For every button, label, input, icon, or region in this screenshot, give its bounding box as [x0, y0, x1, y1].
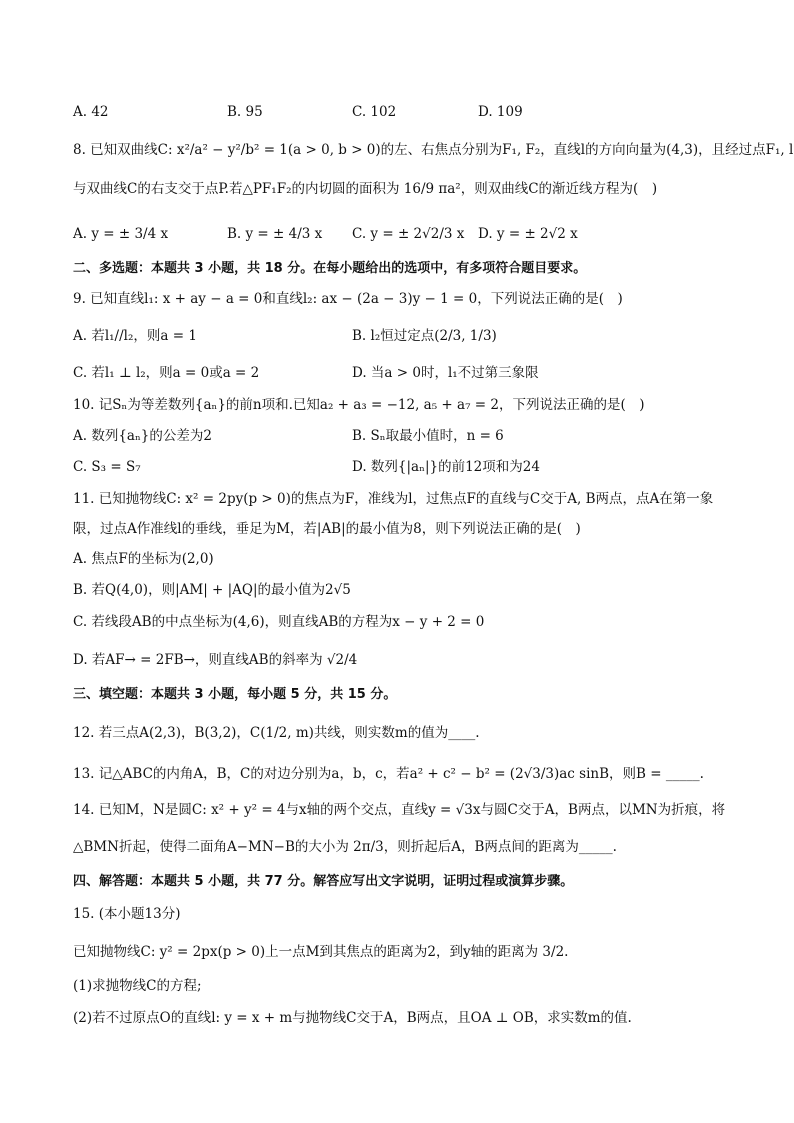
- q14-stem-line1: 14. 已知M，N是圆C: x² + y² = 4与x轴的两个交点，直线y = √3x与圆C交于A，B两点，以MN为折痕，将: [73, 802, 726, 818]
- q11-stem-line1: 11. 已知抛物线C: x² = 2py(p > 0)的焦点为F，准线为l，过焦点F的直线与C交于A, B两点，点A在第一象: [73, 491, 714, 507]
- q9-option-c: C. 若l₁ ⊥ l₂，则a = 0或a = 2: [73, 365, 260, 381]
- question-13: 13. 记△ABC的内角A，B，C的对边分别为a，b，c，若a² + c² − b² = (2√3/3)ac sinB，则B = _____.: [73, 766, 704, 782]
- section-heading-fill-blank: 三、填空题：本题共 3 小题，每小题 5 分，共 15 分。: [73, 687, 397, 702]
- q9-option-a: A. 若l₁//l₂，则a = 1: [73, 328, 197, 344]
- section-heading-solve: 四、解答题：本题共 5 小题，共 77 分。解答应写出文字说明，证明过程或演算步骤。: [73, 874, 574, 889]
- q10-option-b: B. Sₙ取最小值时，n = 6: [352, 428, 504, 444]
- q8-stem-line1: 8. 已知双曲线C: x²/a² − y²/b² = 1(a > 0, b > 0)的左、右焦点分别为F₁, F₂，直线l的方向向量为(4,3)，且经过点F₁, l: [73, 142, 794, 158]
- q7-option-a: A. 42: [73, 104, 109, 120]
- q8-option-c: C. y = ± 2√2/3 x: [352, 226, 465, 242]
- q10-option-d: D. 数列{|aₙ|}的前12项和为24: [352, 459, 540, 475]
- q9-option-b: B. l₂恒过定点(2/3, 1/3): [352, 328, 497, 344]
- q7-option-c: C. 102: [352, 104, 397, 120]
- q8-option-d: D. y = ± 2√2 x: [478, 226, 578, 242]
- q10-option-a: A. 数列{aₙ}的公差为2: [73, 428, 212, 444]
- q8-stem-line2: 与双曲线C的右支交于点P.若△PF₁F₂的内切圆的面积为 16/9 πa²，则双曲线C的渐近线方程为( ): [73, 181, 658, 197]
- q11-option-d: D. 若AF→ = 2FB→，则直线AB的斜率为 √2/4: [73, 652, 358, 668]
- q15-header: 15. (本小题13分): [73, 906, 181, 922]
- q7-option-d: D. 109: [478, 104, 523, 120]
- q9-option-d: D. 当a > 0时，l₁不过第三象限: [352, 365, 539, 381]
- q11-option-c: C. 若线段AB的中点坐标为(4,6)，则直线AB的方程为x − y + 2 = 0: [73, 614, 485, 630]
- q15-stem: 已知抛物线C: y² = 2px(p > 0)上一点M到其焦点的距离为2，到y轴的距离为 3/2.: [73, 944, 569, 960]
- q8-option-a: A. y = ± 3/4 x: [73, 226, 169, 242]
- q10-option-c: C. S₃ = S₇: [73, 459, 141, 475]
- q11-stem-line2: 限，过点A作准线l的垂线，垂足为M，若|AB|的最小值为8，则下列说法正确的是( ): [73, 521, 581, 537]
- q11-option-a: A. 焦点F的坐标为(2,0): [73, 551, 214, 567]
- q14-stem-line2: △BMN折起，使得二面角A−MN−B的大小为 2π/3，则折起后A，B两点间的距离为_____.: [73, 839, 617, 855]
- question-12: 12. 若三点A(2,3)，B(3,2)，C(1/2, m)共线，则实数m的值为____.: [73, 725, 480, 741]
- q10-stem: 10. 记Sₙ为等差数列{aₙ}的前n项和.已知a₂ + a₃ = −12, a₅ + a₇ = 2，下列说法正确的是( ): [73, 397, 645, 413]
- q8-option-b: B. y = ± 4/3 x: [227, 226, 323, 242]
- section-heading-multi-choice: 二、多选题：本题共 3 小题，共 18 分。在每小题给出的选项中，有多项符合题目要求。: [73, 261, 587, 276]
- q7-option-b: B. 95: [227, 104, 263, 120]
- q11-option-b: B. 若Q(4,0)，则|AM| + |AQ|的最小值为2√5: [73, 582, 351, 598]
- q9-stem: 9. 已知直线l₁: x + ay − a = 0和直线l₂: ax − (2a − 3)y − 1 = 0，下列说法正确的是( ): [73, 291, 623, 307]
- q15-part2: (2)若不过原点O的直线l: y = x + m与抛物线C交于A，B两点，且OA ⊥ OB，求实数m的值.: [73, 1010, 632, 1026]
- q15-part1: (1)求抛物线C的方程;: [73, 978, 202, 994]
